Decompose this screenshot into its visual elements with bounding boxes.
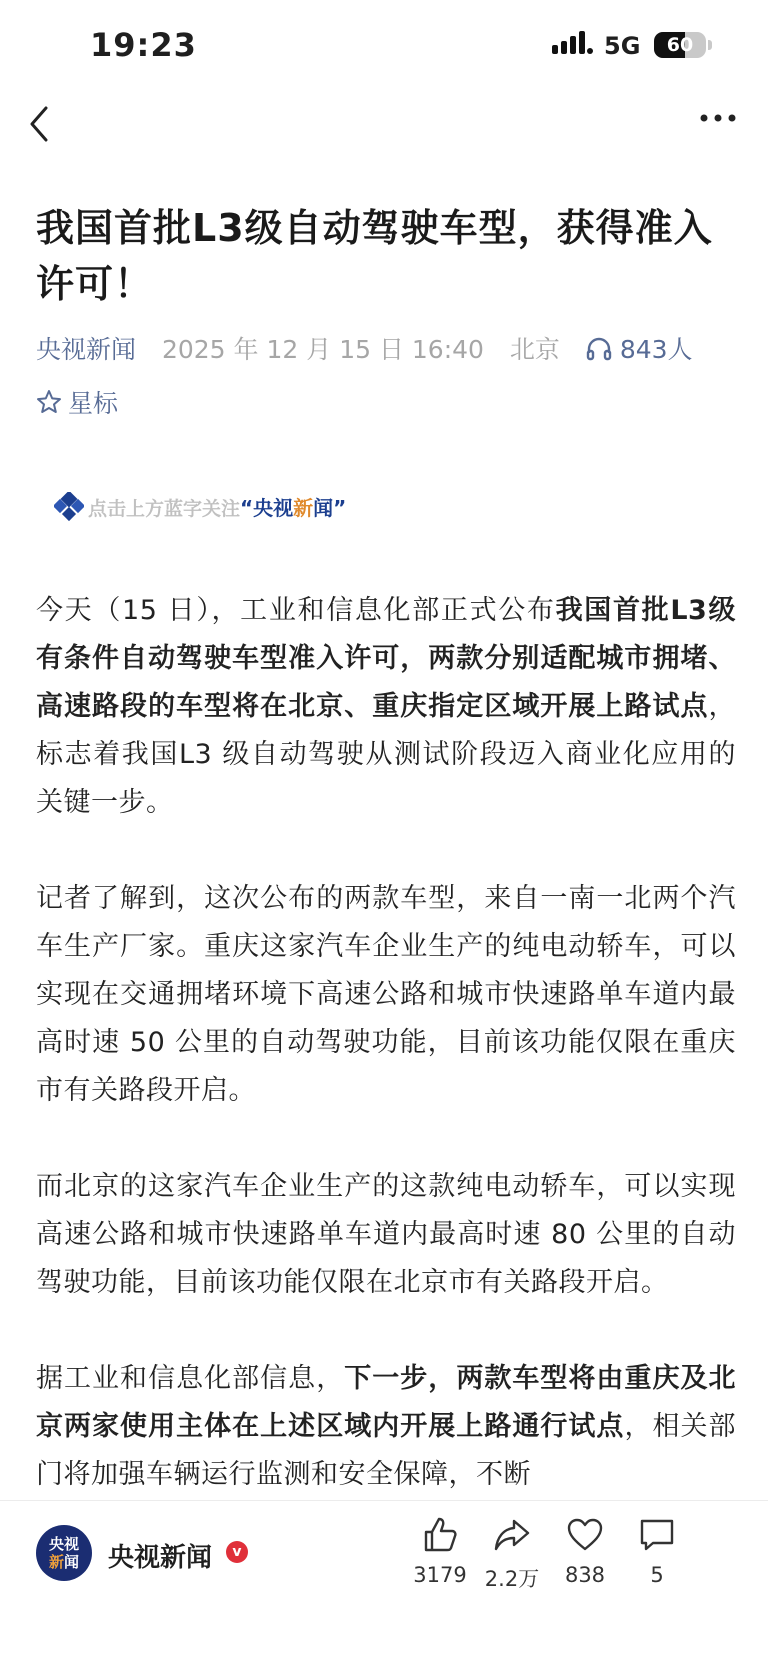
listener-count: 843人 <box>619 335 693 364</box>
paragraph-bold-text: 我国首批L3级有条件自动驾驶车型准入许可，两款分别适配城市拥堵、高速路段的车型将在北京、重庆指定区域开展上路试点 <box>36 595 736 722</box>
account-name[interactable]: 央视新闻 <box>108 1543 213 1573</box>
follow-banner-brand-b: 新 <box>293 496 314 520</box>
article-paragraph <box>36 587 736 827</box>
follow-banner-quote-open: “ <box>240 496 254 520</box>
avatar-text-hl: 新 <box>48 1553 64 1571</box>
avatar-text-line2 <box>36 1553 92 1571</box>
share-arrow-icon <box>492 1515 532 1555</box>
paragraph-text: 记者了解到，这次公布的两款车型，来自一南一北两个汽车生产厂家。重庆这家汽车企业生产的纯电动轿车，可以实现在交通拥堵环境下高速公路和城市快速路单车道内最高时速 50 公里的自动驾驶功能，目前该功能仅限在重庆市有关路段开启。 <box>36 883 736 1106</box>
follow-banner[interactable] <box>54 492 346 522</box>
article-paragraph <box>36 1163 736 1307</box>
paragraph-text: 据工业和信息化部信息， <box>36 1363 345 1394</box>
battery-percent: 60 <box>666 34 694 56</box>
battery-tip <box>708 40 712 50</box>
headphones-icon <box>586 337 612 361</box>
more-dots-icon <box>696 110 740 126</box>
heart-icon <box>565 1515 605 1555</box>
account-avatar[interactable] <box>36 1525 92 1581</box>
more-options-button[interactable] <box>696 110 740 130</box>
listen-button[interactable] <box>586 335 693 364</box>
avatar-text-line1: 央视 <box>48 1535 79 1553</box>
article-title: 我国首批L3级自动驾驶车型，获得准入许可！ <box>36 206 713 306</box>
status-bar <box>0 0 768 92</box>
paragraph-text: 而北京的这家汽车企业生产的这款纯电动轿车，可以实现高速公路和城市快速路单车道内最高时速 80 公里的自动驾驶功能，目前该功能仅限在北京市有关路段开启。 <box>36 1171 736 1298</box>
share-count: 2.2万 <box>484 1567 540 1591</box>
cellular-signal-icon <box>552 30 594 56</box>
star-mark-button[interactable] <box>36 384 118 420</box>
favorite-button[interactable] <box>545 1515 625 1587</box>
article-paragraph <box>36 875 736 1115</box>
paragraph-text: 今天（15 日），工业和信息化部正式公布 <box>36 595 556 626</box>
like-count: 3179 <box>413 1563 467 1587</box>
follow-banner-brand-a: 央视 <box>253 496 294 520</box>
article-meta <box>36 330 746 370</box>
chevron-left-icon <box>22 102 62 146</box>
source-account-link[interactable]: 央视新闻 <box>36 335 137 364</box>
bottom-action-bar <box>0 1500 768 1663</box>
follow-banner-brand-c: 闻 <box>313 496 334 520</box>
status-time: 19:23 <box>90 26 197 64</box>
back-button[interactable] <box>22 102 62 146</box>
network-type: 5G <box>604 32 641 60</box>
comment-icon <box>637 1515 677 1555</box>
publish-date: 2025 年 12 月 15 日 16:40 <box>161 335 484 364</box>
favorite-count: 838 <box>564 1563 606 1587</box>
star-label: 星标 <box>68 389 119 418</box>
article-body <box>36 587 736 1547</box>
thumbs-up-icon <box>420 1515 460 1555</box>
paragraph-bold-text: 下一步，两款车型将由重庆及北京两家使用主体在上述区域内开展上路通行试点 <box>36 1363 737 1442</box>
star-icon <box>36 389 62 415</box>
battery-icon <box>654 32 706 58</box>
follow-banner-text: 点击上方蓝字关注 <box>88 498 241 520</box>
like-button[interactable] <box>400 1515 480 1587</box>
share-button[interactable] <box>472 1515 552 1593</box>
comment-button[interactable] <box>617 1515 697 1587</box>
comment-count: 5 <box>650 1563 664 1587</box>
brand-logo-icon <box>54 492 84 522</box>
article-paragraph <box>36 1355 736 1499</box>
avatar-text-rest: 闻 <box>64 1553 80 1571</box>
follow-banner-quote-close: ” <box>333 496 347 520</box>
publish-location: 北京 <box>509 335 560 364</box>
paragraph-text: ，标志着我国L3 级自动驾驶从测试阶段迈入商业化应用的关键一步。 <box>36 691 736 818</box>
verified-badge: v <box>226 1541 248 1563</box>
paragraph-text: ，相关部门将加强车辆运行监测和安全保障，不断 <box>36 1411 736 1490</box>
